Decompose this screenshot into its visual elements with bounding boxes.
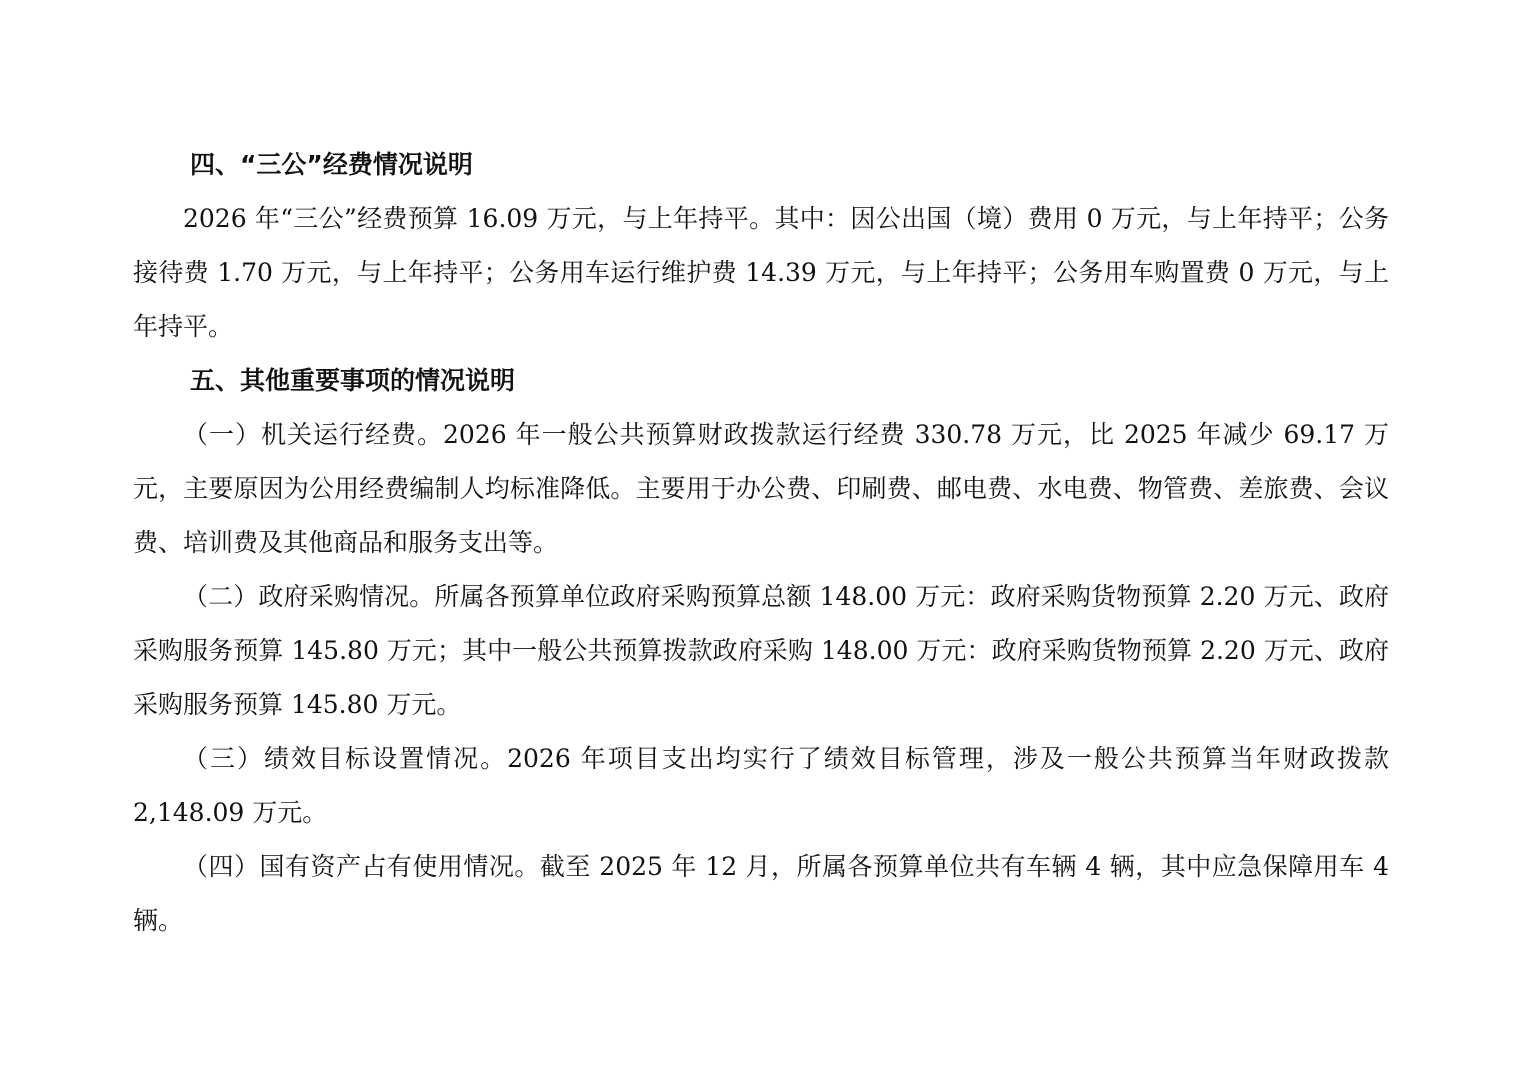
section-five-heading: 五、其他重要事项的情况说明 xyxy=(190,366,516,395)
item-state-assets-text: 截至 2025 年 12 月，所属各预算单位共有车辆 4 辆，其中应急保障用车 4 辆。 xyxy=(133,852,1389,935)
item-operating-expenses xyxy=(133,408,1389,570)
document-body xyxy=(133,138,1389,948)
section-four-paragraph: 2026 年“三公”经费预算 16.09 万元，与上年持平。其中：因公出国（境）费用 0 万元，与上年持平；公务接待费 1.70 万元，与上年持平；公务用车运行维护费 14.39 万元，与上年持平；公务用车购置费 0 万元，与上年持平。 xyxy=(133,204,1389,341)
item-government-procurement xyxy=(133,570,1389,732)
item-operating-expenses-text: 2026 年一般公共预算财政拨款运行经费 330.78 万元，比 2025 年减少 69.17 万元，主要原因为公用经费编制人均标准降低。主要用于办公费、印刷费、邮电费、水电费、物管费、差旅费、会议费、培训费及其他商品和服务支出等。 xyxy=(133,420,1389,557)
item-performance-targets-text: 2026 年项目支出均实行了绩效目标管理，涉及一般公共预算当年财政拨款 2,148.09 万元。 xyxy=(133,744,1389,827)
item-operating-expenses-lead: （一）机关运行经费。 xyxy=(183,420,444,449)
item-government-procurement-lead: （二）政府采购情况。 xyxy=(183,582,435,611)
section-four-heading: 四、“三公”经费情况说明 xyxy=(190,150,473,179)
item-performance-targets-lead: （三）绩效目标设置情况。 xyxy=(183,744,508,773)
item-government-procurement-text: 所属各预算单位政府采购预算总额 148.00 万元：政府采购货物预算 2.20 万元、政府采购服务预算 145.80 万元；其中一般公共预算拨款政府采购 148.00 万元：政府采购货物预算 2.20 万元、政府采购服务预算 145.80 万元。 xyxy=(133,582,1389,719)
item-state-assets xyxy=(133,840,1389,948)
item-performance-targets xyxy=(133,732,1389,840)
item-state-assets-lead: （四）国有资产占有使用情况。 xyxy=(183,852,540,881)
